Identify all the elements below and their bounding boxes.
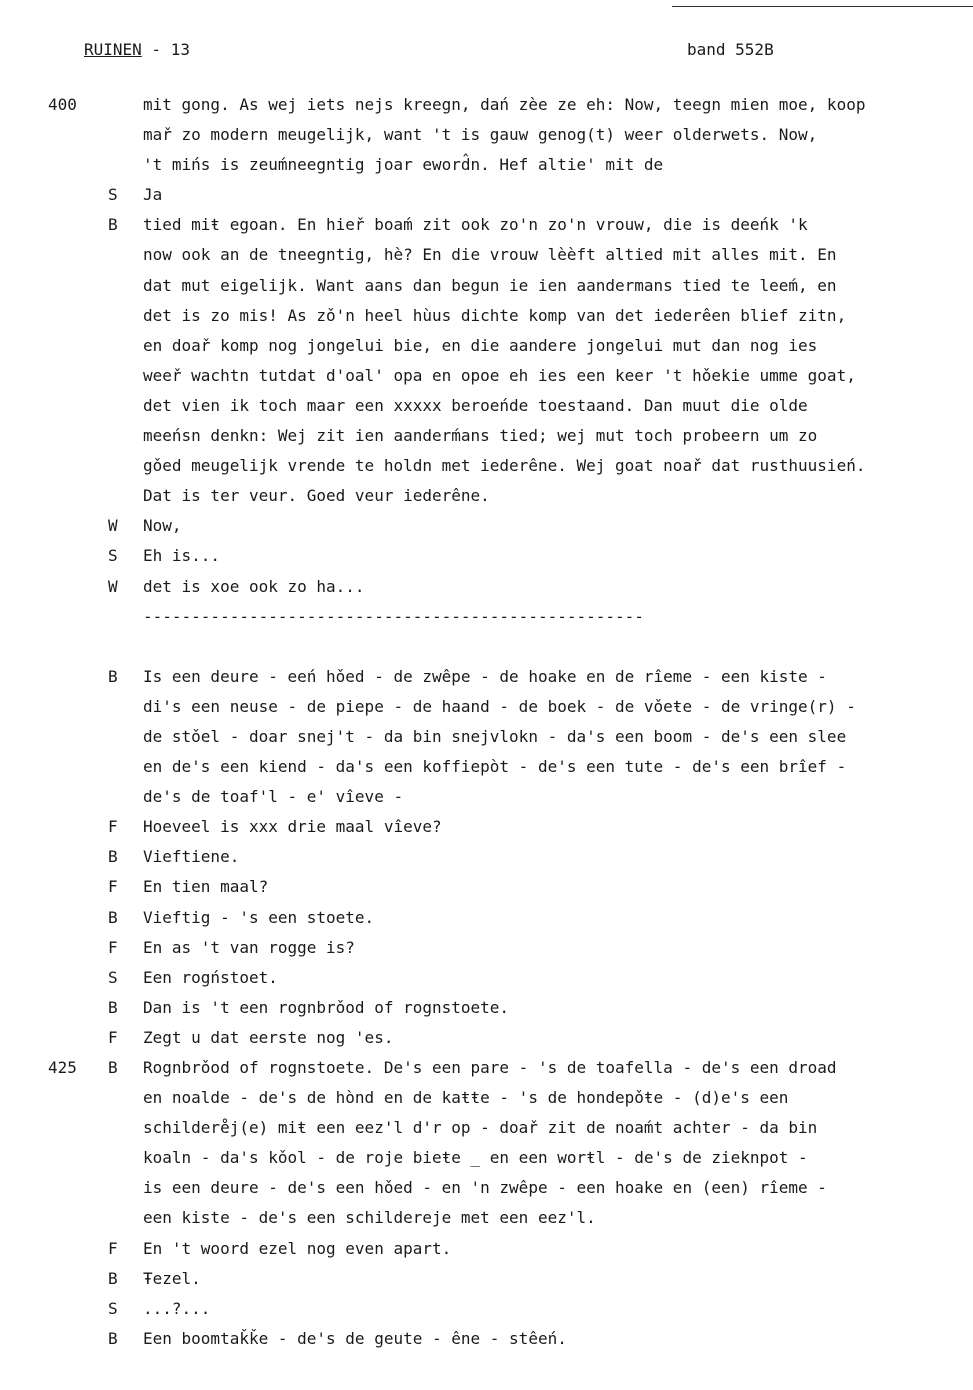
speaker-label: B bbox=[108, 997, 118, 1017]
header-page-number: - 13 bbox=[141, 40, 190, 59]
transcript-line bbox=[0, 1058, 973, 1088]
transcript-line bbox=[0, 938, 973, 968]
transcript-line bbox=[0, 456, 973, 486]
line-text: now ook an de tneegntig, hè? En die vrouw lèèft altied mit alles mit. En bbox=[143, 245, 837, 265]
line-text: det is xoe ook zo ha... bbox=[143, 576, 365, 596]
line-text: de stǒel - doar snej't - da bin snejvlokn - da's een boom - de's een slee bbox=[143, 726, 847, 746]
speaker-label: F bbox=[108, 1238, 118, 1258]
transcript-line bbox=[0, 366, 973, 396]
transcript-line bbox=[0, 667, 973, 697]
line-text: Dan is 't een rognbrǒod of rognstoete. bbox=[143, 997, 510, 1017]
speaker-label: S bbox=[108, 967, 118, 987]
transcript-line bbox=[0, 306, 973, 336]
speaker-label: W bbox=[108, 576, 118, 596]
line-text: En tien maal? bbox=[143, 877, 269, 897]
speaker-label: S bbox=[108, 546, 118, 566]
transcript-line bbox=[0, 697, 973, 727]
transcript-line bbox=[0, 1239, 973, 1269]
transcript-line bbox=[0, 847, 973, 877]
transcript-line bbox=[0, 817, 973, 847]
header-tape-id: band 552B bbox=[687, 40, 774, 59]
transcript-line bbox=[0, 516, 973, 546]
line-text: Ja bbox=[143, 185, 163, 205]
line-number: 425 bbox=[48, 1058, 77, 1077]
line-text: det vien ik toch maar een xxxxx beroeńde toestaand. Dan muut die olde bbox=[143, 395, 808, 415]
line-text: weeř wachtn tutdat d'oal' opa en opoe eh ies een keer 't hǒekie umme goat, bbox=[143, 365, 856, 385]
line-text: 't mińs is zeuḿneegntig joar eword̂n. Hef altie' mit de bbox=[143, 155, 664, 175]
line-text: Vieftiene. bbox=[143, 847, 240, 867]
speaker-label: S bbox=[108, 185, 118, 205]
transcript-line bbox=[0, 908, 973, 938]
speaker-label: W bbox=[108, 516, 118, 536]
line-text: en doař komp nog jongelui bie, en die aandere jongelui mut dan nog ies bbox=[143, 335, 818, 355]
line-text: Dat is ter veur. Goed veur iederêne. bbox=[143, 486, 490, 506]
line-text: meeńsn denkn: Wej zit ien aanderḿans tied; wej mut toch probeern um zo bbox=[143, 426, 818, 446]
header-title-name: RUINEN bbox=[84, 40, 142, 59]
line-text: En 't woord ezel nog even apart. bbox=[143, 1238, 452, 1258]
line-text: Vieftig - 's een stoete. bbox=[143, 907, 375, 927]
line-text: Is een deure - eeń hǒed - de zwêpe - de hoake en de rîeme - een kiste - bbox=[143, 666, 827, 686]
line-text: een kiste - de's een schildereje met een eez'l. bbox=[143, 1208, 596, 1228]
line-text: Ŧezel. bbox=[143, 1268, 201, 1288]
speaker-label: B bbox=[108, 1328, 118, 1348]
transcript-line bbox=[0, 877, 973, 907]
transcript-line bbox=[0, 1329, 973, 1359]
line-text: det is zo mis! As zǒ'n heel hùus dichte komp van det iederêen blief zitn, bbox=[143, 305, 847, 325]
transcript-line bbox=[0, 1148, 973, 1178]
speaker-label: B bbox=[108, 215, 118, 235]
transcript-line bbox=[0, 95, 973, 125]
line-text: Now, bbox=[143, 516, 182, 536]
transcript-line bbox=[0, 968, 973, 998]
line-text: schildere̊j(e) miŧ een eez'l d'r op - doař zit de noaḿt achter - da bin bbox=[143, 1118, 818, 1138]
blank-line bbox=[0, 637, 973, 667]
transcript-line bbox=[0, 757, 973, 787]
transcript-line bbox=[0, 1178, 973, 1208]
speaker-label: S bbox=[108, 1298, 118, 1318]
line-text: En as 't van rogge is? bbox=[143, 937, 355, 957]
line-text: mit gong. As wej iets nejs kreegn, dań zèe ze eh: Now, teegn mien moe, koop bbox=[143, 95, 866, 114]
transcript bbox=[0, 95, 973, 1359]
transcript-line bbox=[0, 125, 973, 155]
line-text: ...?... bbox=[143, 1298, 211, 1318]
line-text: en de's een kiend - da's een koffiepòt - de's een tute - de's een brîef - bbox=[143, 757, 847, 777]
line-text: Een rogństoet. bbox=[143, 967, 278, 987]
line-text: Zegt u dat eerste nog 'es. bbox=[143, 1027, 394, 1047]
line-text: mař zo modern meugelijk, want 't is gauw genog(t) weer olderwets. Now, bbox=[143, 125, 818, 145]
line-text: tied miŧ egoan. En hieř boaḿ zit ook zo'n zo'n vrouw, die is deeńk 'k bbox=[143, 215, 808, 235]
transcript-line bbox=[0, 546, 973, 576]
speaker-label: F bbox=[108, 1027, 118, 1047]
section-separator bbox=[0, 607, 973, 637]
transcript-line bbox=[0, 787, 973, 817]
line-text: Een boomtaǩǩe - de's de geute - êne - stêeń. bbox=[143, 1328, 567, 1348]
transcript-line bbox=[0, 998, 973, 1028]
line-text: Rognbrǒod of rognstoete. De's een pare - 's de toafella - de's een droad bbox=[143, 1058, 837, 1077]
transcript-line bbox=[0, 276, 973, 306]
line-text: en noalde - de's de hònd en de kaŧŧe - 's de hondepǒŧe - (d)e's een bbox=[143, 1088, 789, 1108]
transcript-line bbox=[0, 245, 973, 275]
line-text: koaln - da's kǒol - de roje bieŧe _ en een worŧl - de's de zieknpot - bbox=[143, 1148, 808, 1168]
speaker-label: B bbox=[108, 1058, 118, 1077]
header-title bbox=[84, 40, 190, 59]
line-text: gǒed meugelijk vrende te holdn met iederêne. Wej goat noař dat rusthuusień. bbox=[143, 456, 866, 476]
line-text: dat mut eigelijk. Want aans dan begun ie ien aandermans tied te leeḿ, en bbox=[143, 275, 837, 295]
separator-dashes: ---------------------------------------------------- bbox=[143, 606, 644, 626]
speaker-label: F bbox=[108, 937, 118, 957]
line-text: de's de toaf'l - e' vîeve - bbox=[143, 787, 404, 807]
speaker-label: B bbox=[108, 1268, 118, 1288]
line-text: di's een neuse - de piepe - de haand - de boek - de vǒeŧe - de vringe(r) - bbox=[143, 696, 856, 716]
top-rule bbox=[672, 6, 973, 7]
transcript-line bbox=[0, 486, 973, 516]
transcript-line bbox=[0, 1269, 973, 1299]
transcript-line bbox=[0, 1118, 973, 1148]
transcript-line bbox=[0, 727, 973, 757]
transcript-line bbox=[0, 1028, 973, 1058]
line-text: is een deure - de's een hǒed - en 'n zwêpe - een hoake en (een) rîeme - bbox=[143, 1178, 827, 1198]
line-number: 400 bbox=[48, 95, 77, 114]
transcript-line bbox=[0, 336, 973, 366]
speaker-label: F bbox=[108, 817, 118, 837]
transcript-line bbox=[0, 1208, 973, 1238]
transcript-line bbox=[0, 155, 973, 185]
speaker-label: B bbox=[108, 847, 118, 867]
speaker-label: B bbox=[108, 907, 118, 927]
transcript-line bbox=[0, 185, 973, 215]
transcript-line bbox=[0, 396, 973, 426]
line-text: Hoeveel is xxx drie maal vîeve? bbox=[143, 817, 442, 837]
speaker-label: F bbox=[108, 877, 118, 897]
speaker-label: B bbox=[108, 666, 118, 686]
line-text: Eh is... bbox=[143, 546, 221, 566]
transcript-line bbox=[0, 1088, 973, 1118]
transcript-line bbox=[0, 426, 973, 456]
transcript-line bbox=[0, 577, 973, 607]
page-header bbox=[84, 40, 933, 64]
transcript-line bbox=[0, 1299, 973, 1329]
transcript-line bbox=[0, 215, 973, 245]
